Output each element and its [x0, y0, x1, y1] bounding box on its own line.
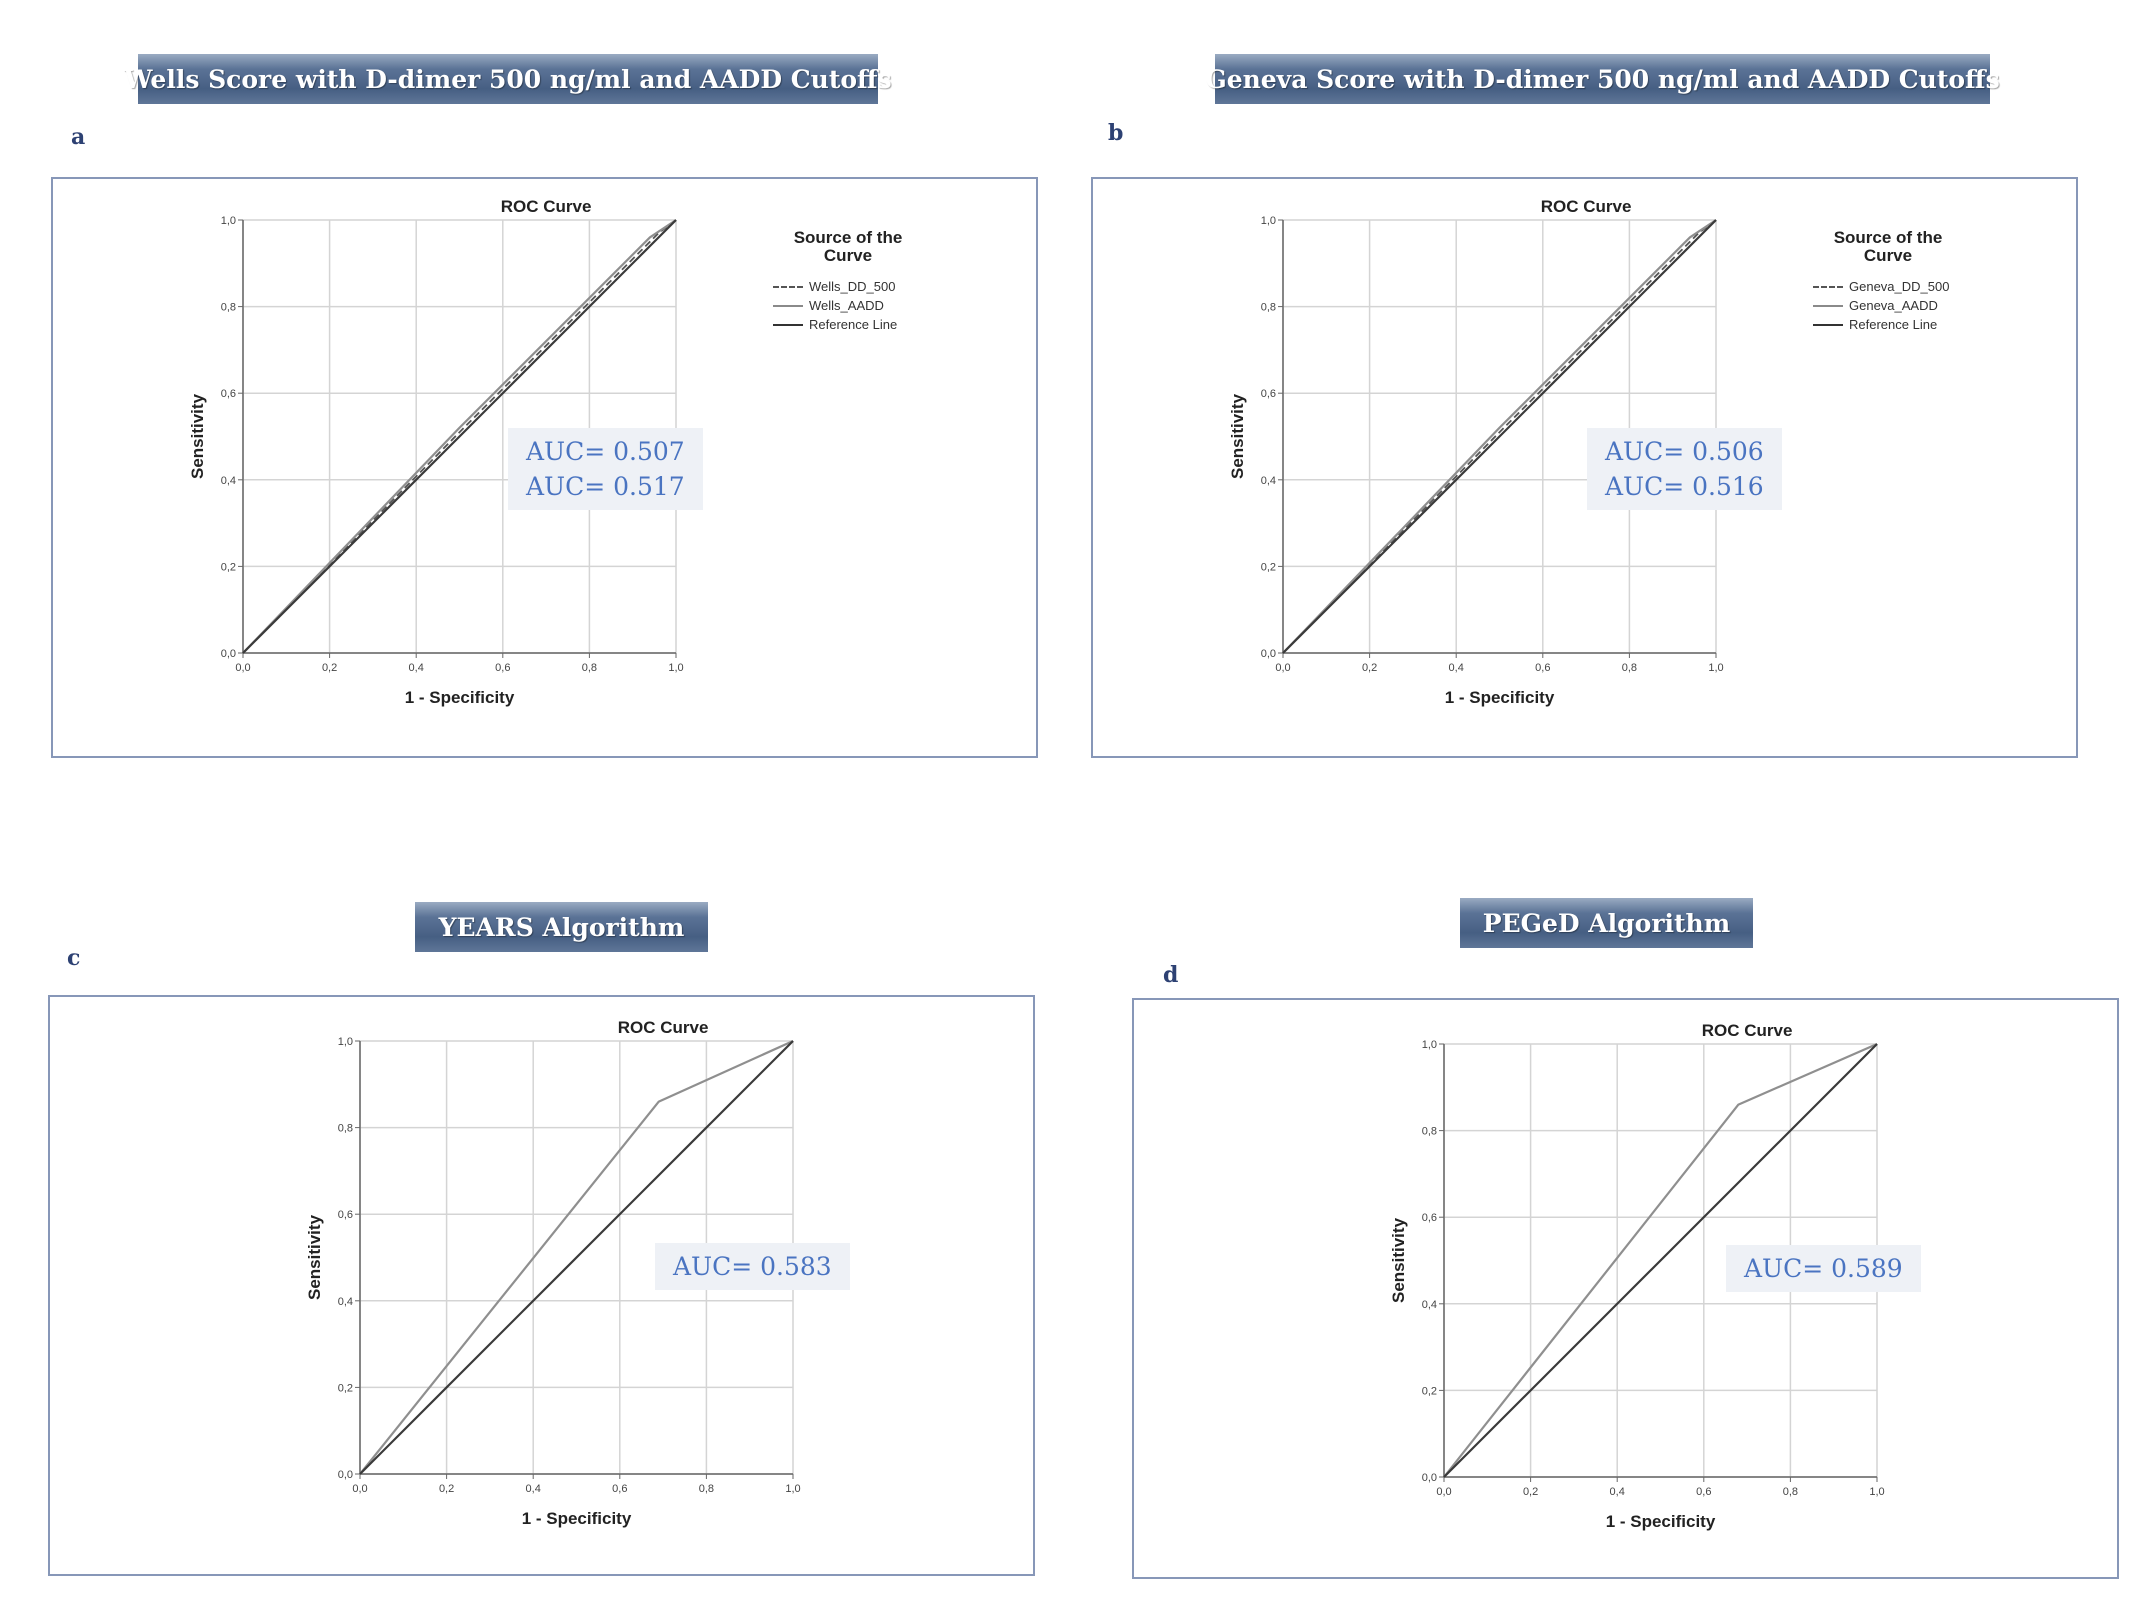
panel-a-chart-frame [51, 177, 1038, 758]
y-tick-label: 0,0 [220, 648, 236, 660]
auc-value: AUC= 0.517 [526, 472, 685, 501]
x-tick-label: 0,0 [1436, 1486, 1452, 1498]
panel-d-letter: d [1163, 962, 1179, 988]
y-axis-label: Sensitivity [1389, 1217, 1408, 1304]
dashed-line-swatch-icon [1813, 286, 1843, 288]
legend-item-label: Geneva_DD_500 [1849, 279, 1950, 294]
y-tick-label: 0,6 [220, 388, 236, 401]
legend-item-label: Wells_DD_500 [809, 279, 896, 294]
y-tick-label: 1,0 [220, 215, 236, 227]
x-tick-label: 0,4 [1448, 662, 1464, 674]
panel-b-header: Geneva Score with D-dimer 500 ng/ml and AADD Cutoffs [1215, 54, 1990, 104]
x-tick-label: 0,2 [1522, 1486, 1539, 1498]
x-tick-label: 0,8 [1621, 662, 1638, 674]
panel-d-roc-chart [1134, 1000, 2121, 1581]
chart-title: ROC Curve [617, 1018, 709, 1037]
x-tick-label: 1,0 [668, 662, 684, 674]
solid-line-swatch-icon [1813, 305, 1843, 307]
y-tick-label: 0,4 [337, 1295, 353, 1308]
legend-title-line2: Curve [823, 246, 873, 265]
chart-title: ROC Curve [500, 197, 592, 216]
x-tick-label: 1,0 [1708, 662, 1724, 674]
x-axis-label: 1 - Specificity [521, 1509, 632, 1528]
x-tick-label: 0,4 [1609, 1486, 1625, 1498]
y-tick-label: 0,2 [220, 561, 236, 574]
y-axis-label: Sensitivity [188, 393, 207, 480]
x-tick-label: 0,4 [525, 1483, 541, 1495]
panel-b-auc-box [1587, 428, 1782, 510]
chart-title: ROC Curve [1540, 197, 1632, 216]
panel-b-chart-frame [1091, 177, 2078, 758]
panel-d-chart-frame [1132, 998, 2119, 1579]
x-tick-label: 0,8 [698, 1483, 715, 1495]
legend-item-label: Reference Line [809, 317, 898, 332]
x-tick-label: 0,0 [1275, 662, 1291, 674]
legend-title-line1: Source of the [793, 228, 903, 247]
x-axis-label: 1 - Specificity [404, 688, 515, 707]
y-tick-label: 0,2 [1260, 561, 1276, 574]
y-tick-label: 0,0 [1421, 1472, 1437, 1484]
auc-value: AUC= 0.516 [1605, 472, 1764, 501]
x-tick-label: 0,6 [1696, 1486, 1712, 1498]
panel-a-legend [773, 229, 923, 334]
chart-title: ROC Curve [1701, 1021, 1793, 1040]
y-tick-label: 0,6 [337, 1209, 353, 1222]
y-tick-label: 0,6 [1421, 1212, 1437, 1225]
legend-title-line1: Source of the [1833, 228, 1943, 247]
x-tick-label: 0,2 [321, 662, 338, 674]
x-tick-label: 0,6 [1535, 662, 1551, 674]
panel-d-auc-box [1726, 1245, 1921, 1292]
y-tick-label: 0,0 [1260, 648, 1276, 660]
reference-line-swatch-icon [773, 324, 803, 326]
auc-value: AUC= 0.506 [1605, 437, 1764, 466]
y-tick-label: 0,4 [220, 474, 236, 487]
panel-c-header: YEARS Algorithm [415, 902, 708, 952]
y-tick-label: 1,0 [337, 1036, 353, 1048]
y-axis-label: Sensitivity [305, 1214, 324, 1301]
y-tick-label: 0,4 [1260, 474, 1276, 487]
reference-line-swatch-icon [1813, 324, 1843, 326]
y-tick-label: 0,2 [337, 1382, 353, 1395]
legend-item-label: Reference Line [1849, 317, 1938, 332]
x-tick-label: 1,0 [1869, 1486, 1885, 1498]
y-tick-label: 0,8 [1260, 301, 1276, 314]
panel-c-auc-box [655, 1243, 850, 1290]
x-tick-label: 0,4 [408, 662, 424, 674]
panel-a-letter: a [71, 124, 86, 150]
y-tick-label: 1,0 [1260, 215, 1276, 227]
legend-item-label: Geneva_AADD [1849, 298, 1938, 313]
auc-value: AUC= 0.507 [526, 437, 685, 466]
legend-item-aadd [773, 296, 923, 315]
x-tick-label: 0,8 [1782, 1486, 1799, 1498]
panel-b-legend [1813, 229, 1963, 334]
x-axis-label: 1 - Specificity [1605, 1512, 1716, 1531]
x-tick-label: 0,0 [352, 1483, 368, 1495]
y-tick-label: 0,4 [1421, 1298, 1437, 1311]
y-tick-label: 0,8 [220, 301, 236, 314]
panel-c-chart-frame [48, 995, 1035, 1576]
x-tick-label: 0,8 [581, 662, 598, 674]
y-tick-label: 0,2 [1421, 1385, 1437, 1398]
x-tick-label: 1,0 [785, 1483, 801, 1495]
x-axis-label: 1 - Specificity [1444, 688, 1555, 707]
y-tick-label: 0,8 [1421, 1125, 1437, 1138]
panel-a-auc-box [508, 428, 703, 510]
x-tick-label: 0,6 [495, 662, 511, 674]
panel-d-header: PEGeD Algorithm [1460, 898, 1753, 948]
y-tick-label: 0,8 [337, 1122, 353, 1135]
x-tick-label: 0,2 [438, 1483, 455, 1495]
legend-title-line2: Curve [1863, 246, 1913, 265]
legend-item-reference [1813, 315, 1963, 334]
solid-line-swatch-icon [773, 305, 803, 307]
auc-value: AUC= 0.589 [1744, 1254, 1903, 1283]
x-tick-label: 0,0 [235, 662, 251, 674]
y-tick-label: 0,0 [337, 1469, 353, 1481]
auc-value: AUC= 0.583 [673, 1252, 832, 1281]
panel-c-letter: c [67, 945, 81, 971]
legend-item-dd500 [773, 277, 923, 296]
legend-item-label: Wells_AADD [809, 298, 884, 313]
panel-c-roc-chart [50, 997, 1037, 1578]
x-tick-label: 0,6 [612, 1483, 628, 1495]
y-axis-label: Sensitivity [1228, 393, 1247, 480]
legend-item-reference [773, 315, 923, 334]
y-tick-label: 1,0 [1421, 1039, 1437, 1051]
legend-item-dd500 [1813, 277, 1963, 296]
dashed-line-swatch-icon [773, 286, 803, 288]
panel-b-letter: b [1108, 120, 1124, 146]
y-tick-label: 0,6 [1260, 388, 1276, 401]
legend-item-aadd [1813, 296, 1963, 315]
panel-a-header: Wells Score with D-dimer 500 ng/ml and AADD Cutoffs [138, 54, 878, 104]
x-tick-label: 0,2 [1361, 662, 1378, 674]
